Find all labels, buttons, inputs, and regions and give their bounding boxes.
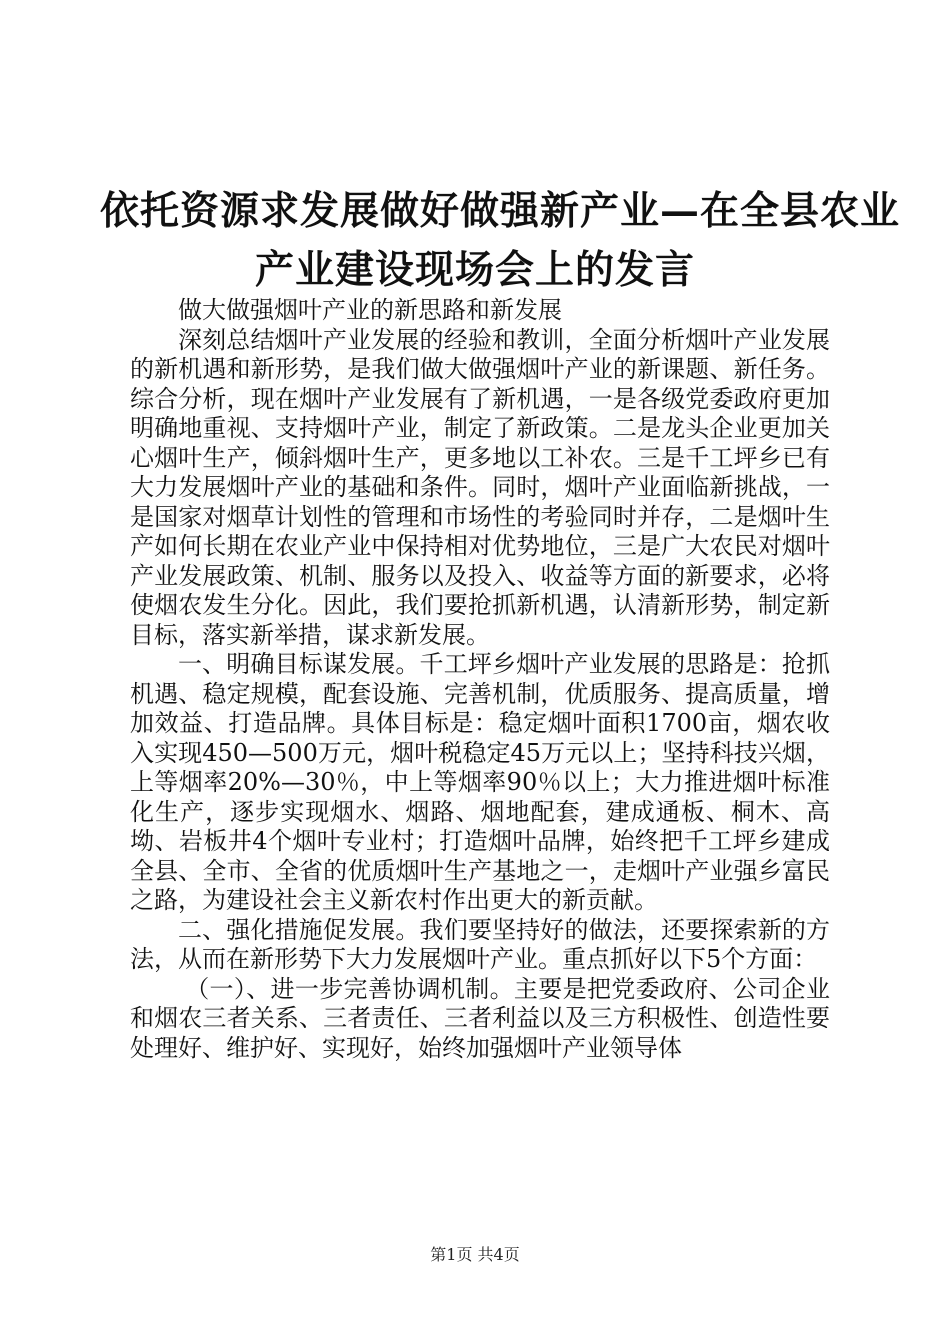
document-body (130, 296, 830, 1063)
document-title-line-2: 产业建设现场会上的发言 (254, 247, 695, 293)
paragraph-intro: 深刻总结烟叶产业发展的经验和教训，全面分析烟叶产业发展的新机遇和新形势，是我们做大做强烟叶产业的新课题、新任务。综合分析，现在烟叶产业发展有了新机遇，一是各级党委政府更加明确地重视、支持烟叶产业，制定了新政策。二是龙头企业更加关心烟叶生产，倾斜烟叶生产，更多地以工补农。三是千工坪乡已有大力发展烟叶产业的基础和条件。同时，烟叶产业面临新挑战，一是国家对烟草计划性的管理和市场性的考验同时并存，二是烟叶生产如何长期在农业产业中保持相对优势地位，三是广大农民对烟叶产业发展政策、机制、服务以及投入、收益等方面的新要求，必将使烟农发生分化。因此，我们要抢抓新机遇，认清新形势，制定新目标，落实新举措，谋求新发展。 (130, 325, 830, 649)
page-number: 第1页 共4页 (430, 1245, 520, 1264)
paragraph-section-2: 二、强化措施促发展。我们要坚持好的做法，还要探索新的方法，从而在新形势下大力发展烟叶产业。重点抓好以下5个方面： (130, 915, 830, 973)
paragraph-subtitle: 做大做强烟叶产业的新思路和新发展 (178, 296, 562, 324)
document-title-line-1: 依托资源求发展做好做强新产业—在全县农业 (100, 188, 901, 234)
paragraph-subsection-1: （一）、进一步完善协调机制。主要是把党委政府、公司企业和烟农三者关系、三者责任、三者利益以及三方积极性、创造性要处理好、维护好、实现好，始终加强烟叶产业领导体 (130, 974, 830, 1062)
paragraph-section-1: 一、明确目标谋发展。千工坪乡烟叶产业发展的思路是：抢抓机遇、稳定规模，配套设施、完善机制，优质服务、提高质量，增加效益、打造品牌。具体目标是：稳定烟叶面积1700亩，烟农收入实现450—500万元，烟叶税稳定45万元以上；坚持科技兴烟，上等烟率20%—30％，中上等烟率90％以上；大力推进烟叶标准化生产，逐步实现烟水、烟路、烟地配套，建成通板、桐木、高坳、岩板井4个烟叶专业村；打造烟叶品牌，始终把千工坪乡建成全县、全市、全省的优质烟叶生产基地之一，走烟叶产业强乡富民之路，为建设社会主义新农村作出更大的新贡献。 (130, 650, 830, 914)
